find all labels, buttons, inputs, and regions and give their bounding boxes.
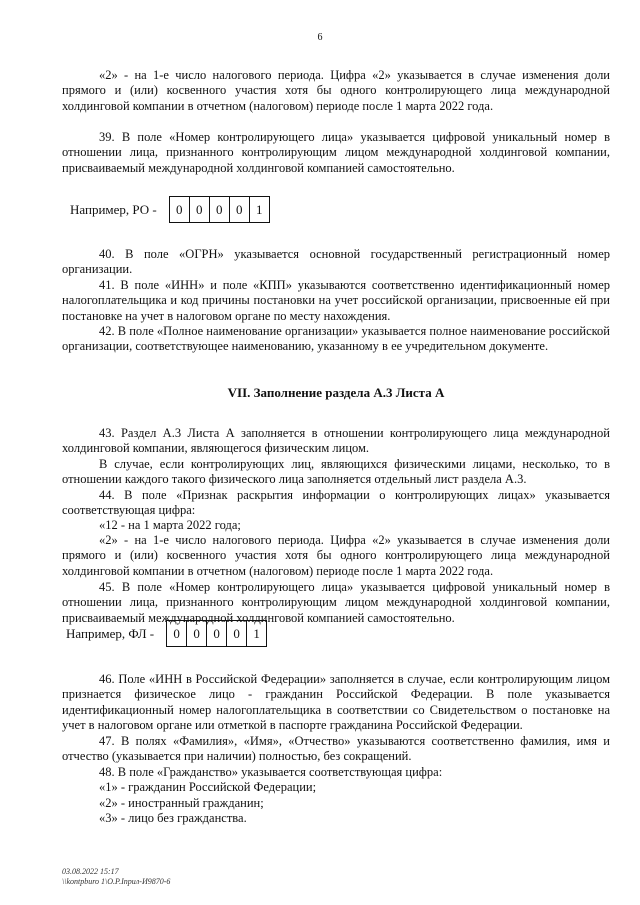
paragraph-42: 42. В поле «Полное наименование организации» указывается полное наименование российской организации, соответствующее наименованию, указанному в ее учредительном документе. — [62, 324, 610, 354]
example-fl — [66, 620, 267, 647]
citizenship-option-2: «2» - иностранный гражданин; — [99, 796, 264, 810]
example-fl-digit: 0 — [173, 625, 180, 641]
example-fl-digit: 1 — [246, 621, 266, 646]
paragraph-39: 39. В поле «Номер контролирующего лица» указывается цифровой уникальный номер в отношении лица, признанного контролирующим лицом международной холдинговой компании, присваиваемый международной холдинговой компанией самостоятельно. — [62, 130, 610, 175]
footer-file-path: \\kontpburo 1\О.Р.Іприл-И9870-6 — [62, 877, 171, 886]
example-ro-digit: 0 — [209, 197, 229, 222]
paragraph-48: 48. В поле «Гражданство» указывается соответствующая цифра: — [99, 765, 443, 779]
paragraph-44-value-12: «12 - на 1 марта 2022 года; — [99, 518, 241, 532]
example-fl-cells — [166, 620, 267, 647]
citizenship-option-3: «3» - лицо без гражданства. — [99, 811, 247, 825]
paragraph-45: 45. В поле «Номер контролирующего лица» указывается цифровой уникальный номер в отношении лица, признанного контролирующим лицом международной холдинговой компании, присваиваемый международной холдинговой компанией самостоятельно. — [62, 580, 610, 625]
paragraph-43: 43. Раздел А.3 Листа А заполняется в отношении контролирующего лица международной холдинговой компании, являющегося физическим лицом. — [62, 426, 610, 456]
paragraph-40: 40. В поле «ОГРН» указывается основной государственный регистрационный номер организации. — [62, 247, 610, 277]
example-ro-cells — [169, 196, 270, 223]
citizenship-option-1: «1» - гражданин Российской Федерации; — [99, 780, 317, 794]
paragraph-43-multiple: В случае, если контролирующих лиц, являющихся физическими лицами, несколько, то в отношении каждого такого физического лица заполняется отдельный лист раздела А.3. — [62, 457, 610, 487]
document-footer — [62, 867, 170, 887]
page-number: 6 — [317, 32, 323, 43]
paragraph-47: 47. В полях «Фамилия», «Имя», «Отчество» указываются соответственно фамилия, имя и отчество (указывается при наличии) полностью, без сокращений. — [62, 734, 610, 764]
example-fl-digit: 0 — [226, 621, 246, 646]
section-heading: VII. Заполнение раздела А.3 Листа А — [227, 385, 445, 400]
example-ro-digit: 0 — [176, 201, 183, 217]
example-ro-digit: 0 — [229, 197, 249, 222]
example-fl-label: Например, ФЛ - — [66, 625, 155, 641]
paragraph-44-value-2: «2» - на 1-е число налогового периода. Цифра «2» указывается в случае изменения доли прямого и (или) косвенного участия хотя бы одного контролирующего лица международной холдинговой компании в отчетном (налоговом) периоде после 1 марта 2022 года. — [62, 533, 610, 578]
example-ro-digit: 1 — [249, 197, 269, 222]
paragraph-44: 44. В поле «Признак раскрытия информации о контролирующих лицах» указывается соответствующая цифра: — [62, 488, 610, 518]
example-fl-digit: 0 — [186, 621, 206, 646]
example-ro-digit: 0 — [189, 197, 209, 222]
paragraph-46: 46. Поле «ИНН в Российской Федерации» заполняется в случае, если контролирующим лицом признается физическое лицо - гражданин Российской Федерации. В поле указывается идентификационный номер налогоплательщика в соответствии со Свидетельством о постановке на учет в налоговом органе или отметкой в паспорте гражданина Российской Федерации. — [62, 672, 610, 733]
footer-timestamp: 03.08.2022 15:17 — [62, 867, 119, 876]
example-fl-digit: 0 — [206, 621, 226, 646]
paragraph-value-2-note: «2» - на 1-е число налогового периода. Цифра «2» указывается в случае изменения доли прямого и (или) косвенного участия хотя бы одного контролирующего лица международной холдинговой компании в отчетном (налоговом) периоде после 1 марта 2022 года. — [62, 68, 610, 113]
paragraph-41: 41. В поле «ИНН» и поле «КПП» указываются соответственно идентификационный номер налогоплательщика и код причины постановки на учет российской организации, присвоенные ей при постановке на учет в налоговом органе по месту нахождения. — [62, 278, 610, 323]
example-ro-label: Например, РО - — [70, 201, 157, 217]
example-ro — [70, 196, 270, 223]
